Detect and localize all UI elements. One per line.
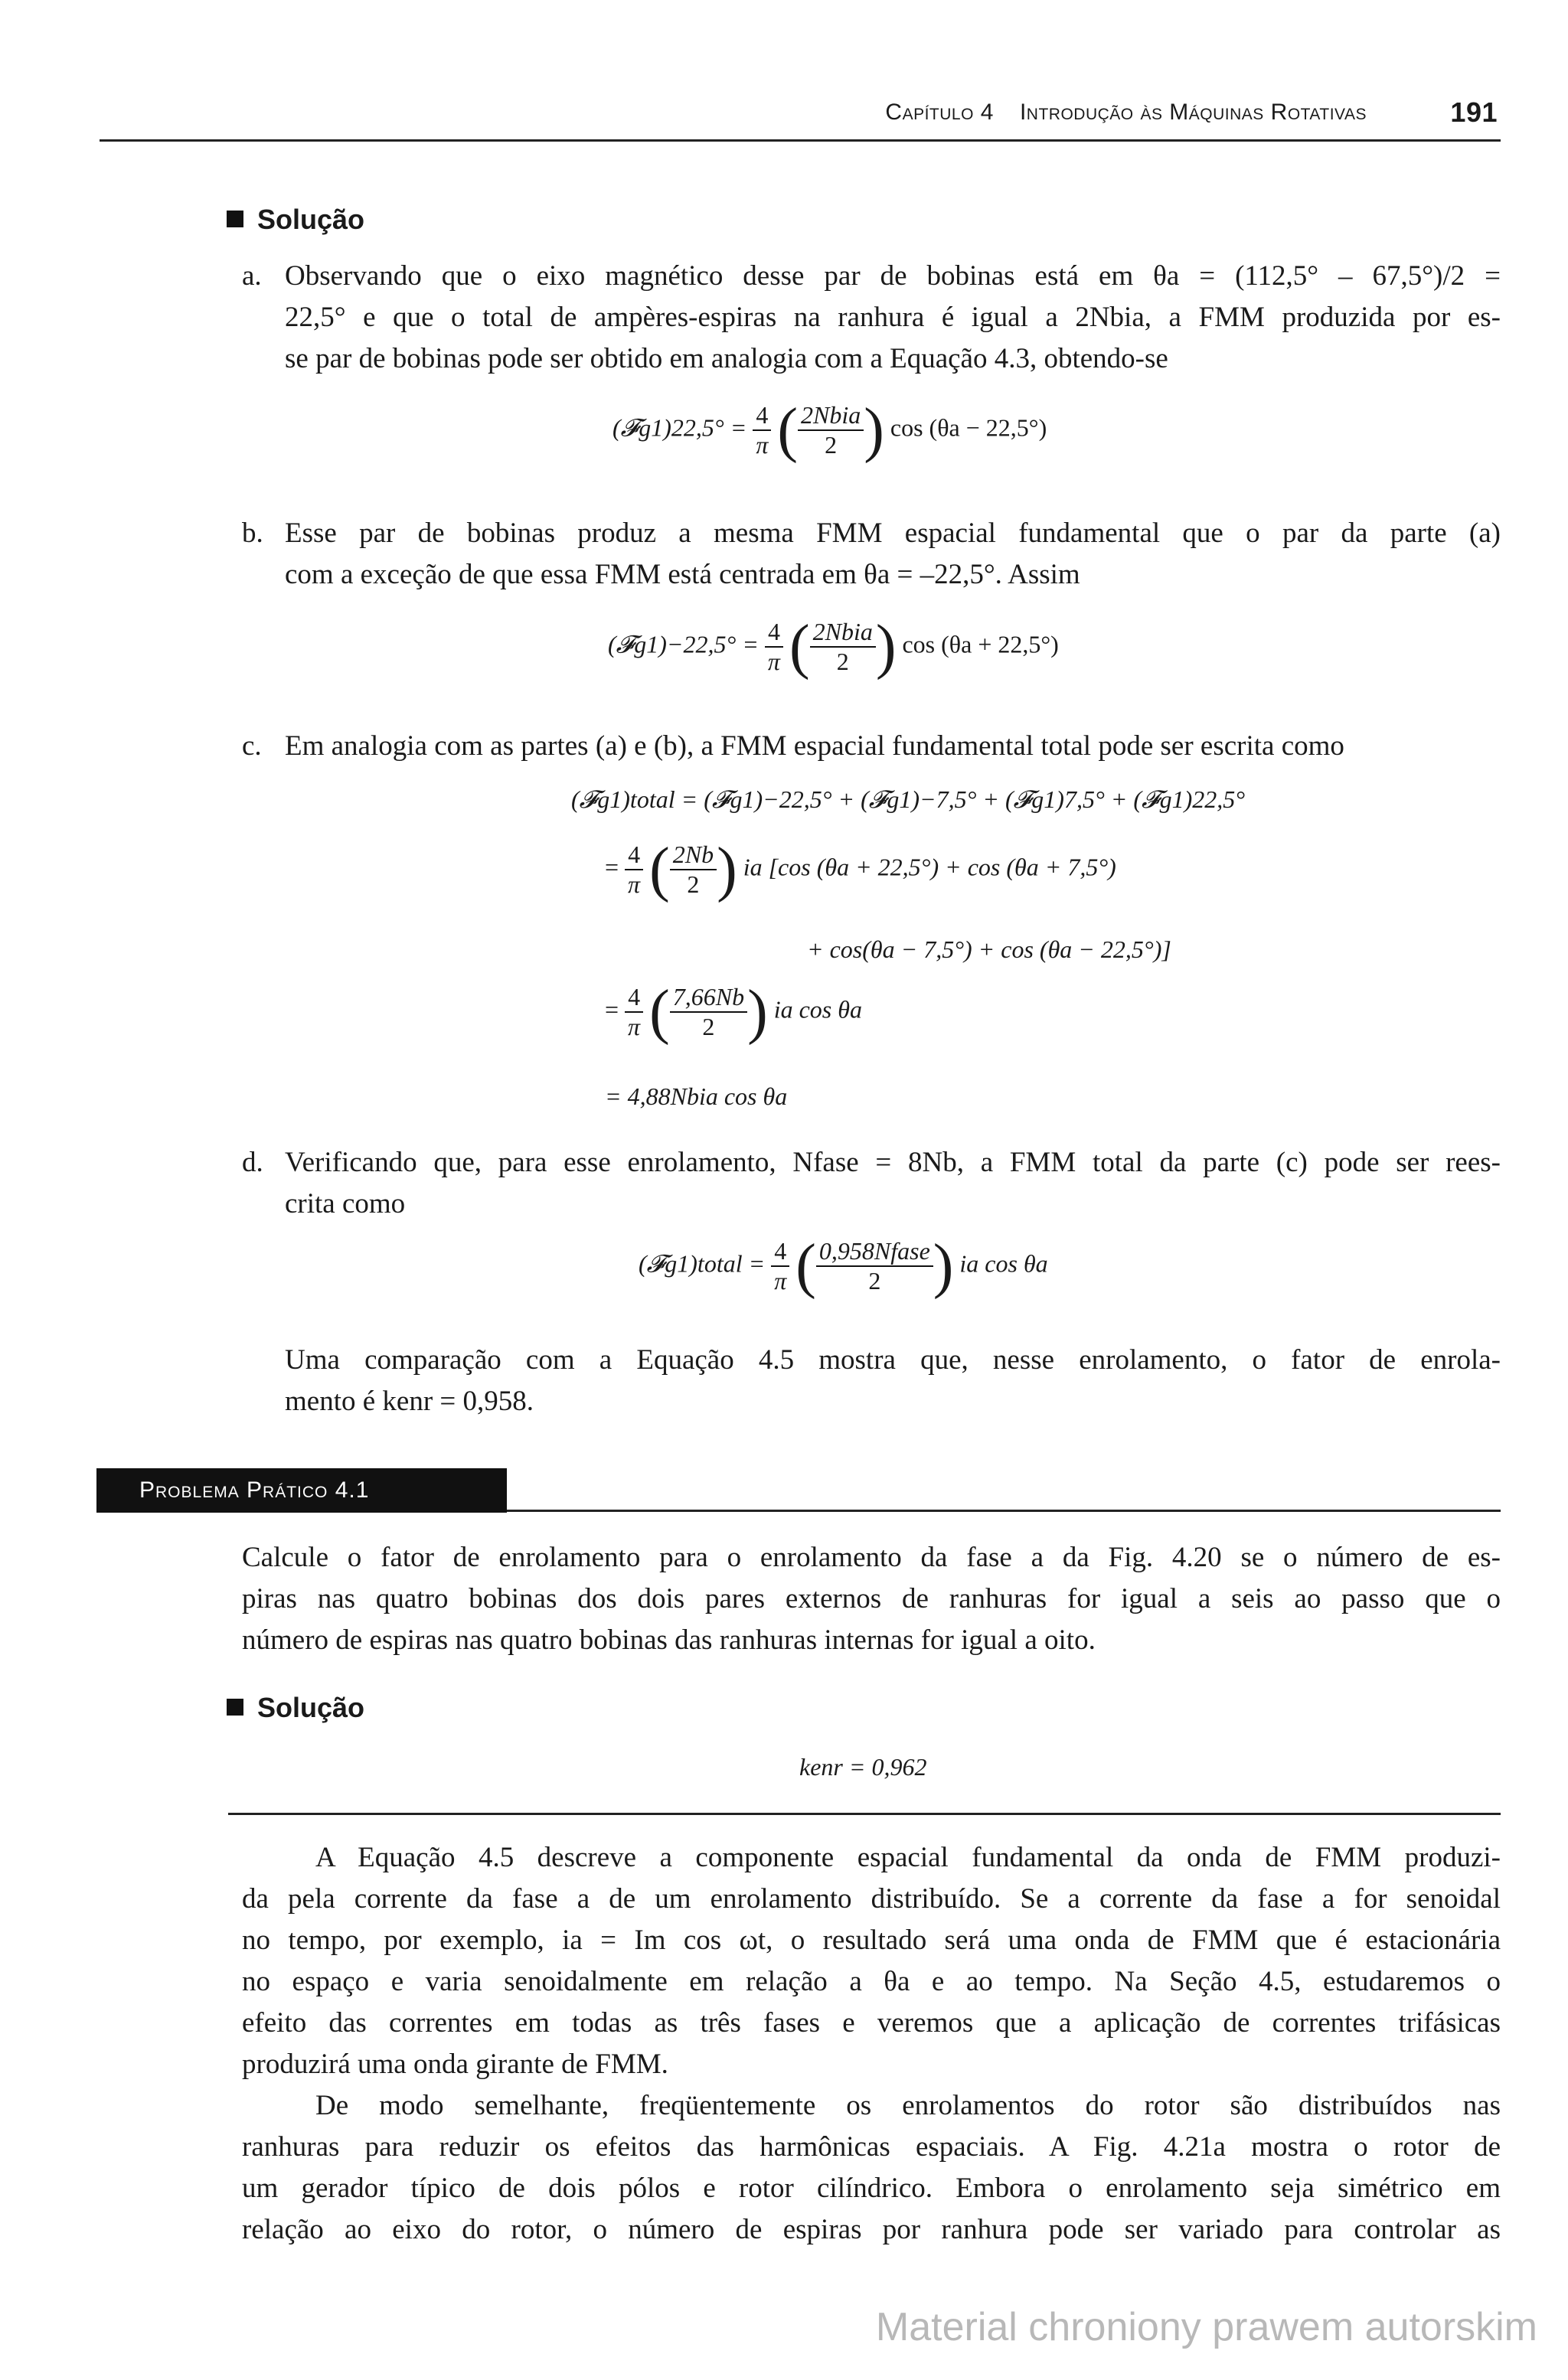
text-line: número de espiras nas quatro bobinas das ranhuras internas for igual a oito. [242, 1624, 1096, 1656]
text-line: 22,5° e que o total de ampères-espiras na ranhura é igual a 2Nbia, a FMM produzida por es- [285, 302, 1501, 333]
text-line: da pela corrente da fase a de um enrolamento distribuído. Se a corrente da fase a for senoidal [242, 1883, 1501, 1915]
solution-heading-2: Solução [227, 1692, 364, 1724]
body-paragraph-2 [242, 2085, 1501, 2251]
practice-problem-statement [242, 1537, 1501, 1661]
text-line: Uma comparação com a Equação 4.5 mostra que, nesse enrolamento, o fator de enrola- [285, 1344, 1501, 1376]
running-header [100, 98, 1501, 142]
text-line: Calcule o fator de enrolamento para o enrolamento da fase a da Fig. 4.20 se o número de es- [242, 1542, 1501, 1573]
text-line: um gerador típico de dois pólos e rotor cilíndrico. Embora o enrolamento seja simétrico em [242, 2173, 1501, 2204]
solution-conclusion [285, 1340, 1501, 1422]
body-paragraph-1 [242, 1837, 1501, 2085]
textbook-page: Capítulo 4 Introdução às Máquinas Rotativas 191 Solução a. Observando que o eixo magnético desse par de bobinas está em θa = (112,5° – 67,5°)/2 = 22,5° e que o total de ampères-espiras na ranhura é igual a 2Nbia, a FMM produzida por es- se par de bobinas pode ser obtido em analogia com a Equação 4.3, obtendo-se (𝓕g1)22,5° = $\frac{4}{\pi}$ ( 2Nbia 2 ) cos (θa − 22,5°) b. Esse par de bobinas produz a mesma FMM espacial fundamental que o par da parte (a) com a exceção de que essa FMM está centrada em θa = –22,5°. Assim (𝓕g1)−22,5° = $\frac{4}{\pi}$ ( 2Nbia 2 ) cos (θa + 22,5°) c. Em analogia com as partes (a) e (b), a FMM espacial fundamental total pode ser escrita como (𝓕g1)total = (𝓕g1)−22,5° + (𝓕g1)−7,5° + (𝓕g1)7,5° + (𝓕g1)22,5° = $\frac{4}{\pi}$ ( $\frac{2Nb}{2}$ ) ia [cos (θa + 22,5°) + cos (θa + 7,5°) + cos(θa − 7,5°) + cos (θa − 22,5°)] = $\frac{4}{\pi}$ ( $\frac{7,66Nb}{2}$ ) ia cos θa = 4,88Nbia cos θa d. Verificando que, para esse enrolamento, Nfase = 8Nb, a FMM total da parte (c) pode ser rees- crita como (𝓕g1)total = $\frac{4}{\pi}$ ( 0,958Nfase 2 ) ia cos θa Uma comparação com a Equação 4.5 mostra que, nesse enrolamento, o fator de enrola- mento é kenr = 0,958. Problema Prático 4.1 Calcule o fator de enrolamento para o enrolamento da fase a da Fig. 4.20 se o número de es- piras nas quatro bobinas dos dois pares externos de ranhuras for igual a seis ao passo que o número de espiras nas quatro bobinas das ranhuras internas for igual a oito. Solução kenr = 0,962 A Equação 4.5 descreve a componente espacial fundamental da onda de FMM produzi- da pela corrente da fase a de um enrolamento distribuído. Se a corrente da fase a for senoidal no tempo, por exemplo, ia = Im cos ωt, o resultado será uma onda de FMM que é estacionária no espaço e varia senoidalmente em relação a θa e ao tempo. Na Seção 4.5, estudaremos o efeito das correntes em todas as três fases e veremos que a aplicação de correntes trifásicas produzirá uma onda girante de FMM. De modo semelhante, freqüentemente os enrolamentos do rotor são distribuídos nas ranhuras para reduzir os efeitos das harmônicas espaciais. A Fig. 4.21a mostra o rotor de um gerador típico de dois pólos e rotor cilíndrico. Embora o enrolamento seja simétrico em relação ao eixo do rotor, o número de espiras por ranhura pode ser variado para controlar as Material chroniony prawem autorskim [0, 0, 1568, 2380]
text-line: no tempo, por exemplo, ia = Im cos ωt, o resultado será uma onda de FMM que é estacionária [242, 1925, 1501, 1956]
equation-c-line2: = $\frac{4}{\pi}$ ( $\frac{2Nb}{2}$ ) ia [cos (θa + 22,5°) + cos (θa + 7,5°) [605, 836, 1116, 903]
chapter-title: Capítulo 4 Introdução às Máquinas Rotativas [885, 100, 1367, 125]
equation-c-line3: + cos(θa − 7,5°) + cos (θa − 22,5°)] [807, 935, 1171, 963]
divider [507, 1510, 1501, 1512]
page-number: 191 [1450, 96, 1498, 128]
text-line: relação ao eixo do rotor, o número de espiras por ranhura pode ser variado para controlar as [242, 2214, 1501, 2245]
equation-b: (𝓕g1)−22,5° = $\frac{4}{\pi}$ ( 2Nbia 2 ) cos (θa + 22,5°) [608, 613, 1059, 681]
equation-a: (𝓕g1)22,5° = $\frac{4}{\pi}$ ( 2Nbia 2 ) cos (θa − 22,5°) [612, 397, 1047, 464]
practice-problem-banner: Problema Prático 4.1 [96, 1468, 507, 1513]
text-line: produzirá uma onda girante de FMM. [242, 2049, 668, 2080]
equation-c-line1: (𝓕g1)total = (𝓕g1)−22,5° + (𝓕g1)−7,5° + (𝓕g1)7,5° + (𝓕g1)22,5° [571, 785, 1246, 813]
text-line: com a exceção de que essa FMM está centrada em θa = –22,5°. Assim [285, 559, 1080, 590]
text-line: Em analogia com as partes (a) e (b), a FMM espacial fundamental total pode ser escrita como [285, 730, 1344, 762]
divider [228, 1813, 1501, 1815]
practice-answer: kenr = 0,962 [799, 1753, 927, 1781]
text-line: Esse par de bobinas produz a mesma FMM espacial fundamental que o par da parte (a) [285, 517, 1501, 549]
copyright-watermark: Material chroniony prawem autorskim [875, 2305, 1537, 2349]
text-line: efeito das correntes em todas as três fases e veremos que a aplicação de correntes trifásicas [242, 2007, 1501, 2039]
solution-heading: Solução [227, 204, 364, 236]
text-line: crita como [285, 1188, 406, 1219]
text-line: mento é kenr = 0,958. [285, 1386, 534, 1417]
text-line: se par de bobinas pode ser obtido em analogia com a Equação 4.3, obtendo-se [285, 343, 1168, 374]
text-line: De modo semelhante, freqüentemente os enrolamentos do rotor são distribuídos nas [315, 2090, 1501, 2121]
text-line: no espaço e varia senoidalmente em relação a θa e ao tempo. Na Seção 4.5, estudaremos o [242, 1966, 1501, 1997]
equation-c-line5: = 4,88Nbia cos θa [605, 1082, 788, 1110]
equation-d: (𝓕g1)total = $\frac{4}{\pi}$ ( 0,958Nfase 2 ) ia cos θa [639, 1232, 1048, 1300]
square-bullet-icon [227, 1699, 243, 1716]
text-line: piras nas quatro bobinas dos dois pares externos de ranhuras for igual a seis ao passo que o [242, 1583, 1501, 1614]
text-line: Observando que o eixo magnético desse par de bobinas está em θa = (112,5° – 67,5°)/2 = [285, 260, 1501, 292]
text-line: ranhuras para reduzir os efeitos das harmônicas espaciais. A Fig. 4.21a mostra o rotor de [242, 2131, 1501, 2163]
square-bullet-icon [227, 211, 243, 227]
text-line: Verificando que, para esse enrolamento, Nfase = 8Nb, a FMM total da parte (c) pode ser rees- [285, 1147, 1501, 1178]
equation-c-line4: = $\frac{4}{\pi}$ ( $\frac{7,66Nb}{2}$ ) ia cos θa [605, 978, 862, 1046]
text-line: A Equação 4.5 descreve a componente espacial fundamental da onda de FMM produzi- [315, 1842, 1501, 1873]
